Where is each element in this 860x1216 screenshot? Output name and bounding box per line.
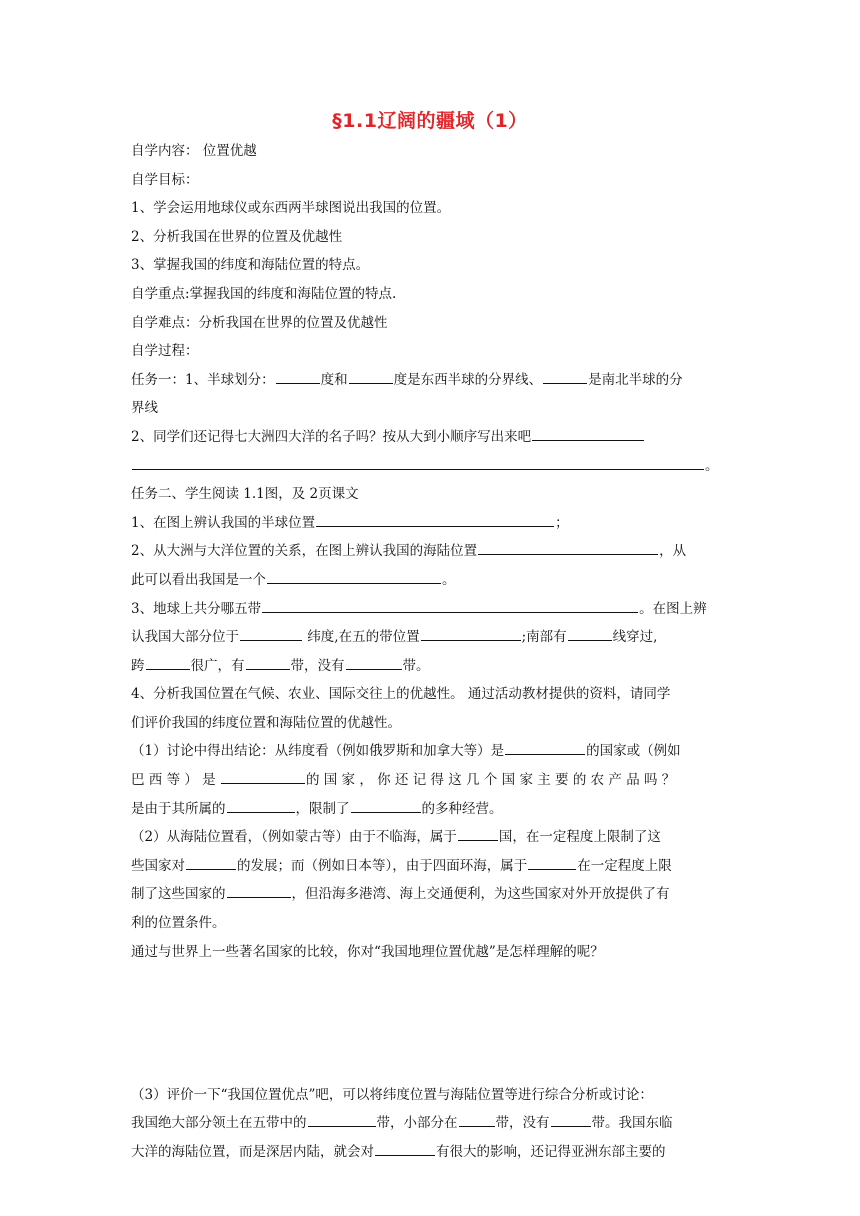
process-heading: 自学过程： [131, 343, 199, 360]
sub2 [131, 852, 731, 881]
sub1 [131, 737, 731, 766]
text: 。 [442, 571, 456, 588]
text: 很广，有 [190, 657, 245, 674]
answer-blank[interactable] [186, 852, 236, 870]
sub2 [131, 823, 731, 852]
task1-line [131, 366, 731, 395]
answer-blank[interactable] [458, 823, 498, 841]
sub1 [131, 766, 731, 795]
answer-space[interactable] [131, 1052, 731, 1081]
text: 我国绝大部分领土在五带中的 [131, 1115, 307, 1132]
answer-blank[interactable] [262, 595, 638, 613]
text: ，限制了 [295, 800, 350, 817]
text: 是南北半球的分 [588, 371, 683, 388]
text: ，但沿海多港湾、海上交通便利，为这些国家对外开放提供了有 [291, 886, 670, 903]
worksheet-body [131, 137, 731, 1166]
answer-blank[interactable] [375, 1138, 435, 1156]
answer-blank[interactable] [308, 1109, 376, 1127]
answer-blank[interactable] [132, 452, 704, 470]
difficult-point: 自学难点：分析我国在世界的位置及优越性 [131, 314, 388, 331]
goal-item: 1、学会运用地球仪或东西两半球图说出我国的位置。 [131, 200, 451, 217]
answer-blank[interactable] [532, 423, 644, 441]
task1-q2 [131, 423, 731, 452]
sub2 [131, 880, 731, 909]
text: 纬度,在五的带位置 [303, 629, 420, 646]
text: 的国家或（例如 [586, 743, 681, 760]
text: 1、在图上辨认我国的半球位置 [131, 514, 316, 531]
text: 国，在一定程度上限制了这 [498, 829, 661, 846]
goal-item: 2、分析我国在世界的位置及优越性 [131, 228, 343, 245]
text: 此可以看出我国是一个 [131, 571, 266, 588]
self-study-content: 自学内容： 位置优越 [131, 143, 257, 159]
task2-q3 [131, 623, 731, 652]
text: 的发展；而（例如日本等），由于四面环海，属于 [237, 857, 528, 874]
answer-space[interactable] [131, 995, 731, 1024]
task2-q2 [131, 566, 731, 595]
text: 跨 [131, 657, 145, 674]
goal-item: 3、掌握我国的纬度和海陆位置的特点。 [131, 257, 370, 274]
text: 。 [705, 457, 719, 474]
text: 线穿过, [612, 629, 658, 646]
text: 3、地球上共分哪五带 [131, 600, 262, 617]
answer-space[interactable] [131, 966, 731, 995]
text: 认我国大部分位于 [131, 629, 239, 646]
answer-blank[interactable] [349, 366, 393, 384]
answer-blank[interactable] [421, 623, 521, 641]
answer-blank[interactable] [346, 652, 402, 670]
answer-blank[interactable] [276, 366, 320, 384]
sub3 [131, 1109, 731, 1138]
text: 是由于其所属的 [131, 800, 226, 817]
text: （1）讨论中得出结论：从纬度看（例如俄罗斯和加拿大等）是 [131, 743, 505, 760]
task2-heading: 任务二、学生阅读 1.1图，及 2页课文 [131, 486, 359, 503]
text: 度和 [320, 371, 348, 388]
text: 。在图上辨 [639, 600, 707, 617]
task1-line: 界线 [131, 400, 158, 417]
answer-blank[interactable] [478, 537, 658, 555]
text: 在一定程度上限 [577, 857, 672, 874]
text: ;南部有 [521, 629, 567, 646]
text: 带。我国东临 [591, 1115, 673, 1132]
text: 任务一：1、半球划分： [131, 371, 275, 388]
text: 制了这些国家的 [131, 886, 226, 903]
goals-heading: 自学目标： [131, 171, 199, 188]
key-point: 自学重点:掌握我国的纬度和海陆位置的特点. [131, 285, 397, 302]
task2-q4: 们评价我国的纬度位置和海陆位置的优越性。 [131, 714, 401, 731]
answer-blank[interactable] [246, 652, 290, 670]
answer-space[interactable] [131, 1023, 731, 1052]
task1-q2-cont [131, 452, 731, 481]
answer-blank[interactable] [316, 509, 554, 527]
answer-blank[interactable] [551, 1109, 591, 1127]
answer-blank[interactable] [543, 366, 587, 384]
text: 些国家对 [131, 857, 185, 874]
answer-blank[interactable] [227, 795, 295, 813]
sub2: 利的位置条件。 [131, 915, 226, 932]
text: 大洋的海陆位置，而是深居内陆，就会对 [131, 1143, 374, 1160]
text: 带，小部分在 [376, 1115, 458, 1132]
sub3: （3）评价一下“我国位置优点”吧，可以将纬度位置与海陆位置等进行综合分析或讨论： [131, 1086, 653, 1103]
text: 带，没有 [495, 1115, 550, 1132]
sub3 [131, 1138, 731, 1167]
answer-blank[interactable] [505, 737, 585, 755]
text: 有很大的影响，还记得亚洲东部主要的 [436, 1143, 666, 1160]
task2-q3 [131, 595, 731, 624]
answer-blank[interactable] [221, 766, 305, 784]
answer-blank[interactable] [459, 1109, 495, 1127]
text: ； [555, 514, 569, 531]
task2-q1 [131, 509, 731, 538]
text: 巴 西 等 ） 是 [131, 772, 216, 789]
answer-blank[interactable] [528, 852, 576, 870]
answer-blank[interactable] [146, 652, 190, 670]
text: ，从 [659, 543, 687, 560]
answer-blank[interactable] [240, 623, 302, 641]
text: 度是东西半球的分界线、 [393, 371, 543, 388]
text: 带。 [402, 657, 430, 674]
text: （2）从海陆位置看，（例如蒙古等）由于不临海，属于 [131, 829, 457, 846]
task2-q3 [131, 652, 731, 681]
compare-question: 通过与世界上一些著名国家的比较，你对“我国地理位置优越”是怎样理解的呢？ [131, 943, 604, 960]
text: 带，没有 [290, 657, 345, 674]
task2-q4: 4、分析我国位置在气候、农业、国际交往上的优越性。 通过活动教材提供的资料，请同学 [131, 686, 671, 703]
page-title: §1.1辽阔的疆域（1） [332, 110, 528, 132]
answer-blank[interactable] [267, 566, 441, 584]
text: 2、从大洲与大洋位置的关系，在图上辨认我国的海陆位置 [131, 543, 478, 560]
task2-q2 [131, 537, 731, 566]
text: 2、同学们还记得七大洲四大洋的名子吗？按从大到小顺序写出来吧 [131, 428, 532, 445]
sub1 [131, 795, 731, 824]
text: 的 国 家 ， 你 还 记 得 这 几 个 国 家 主 要 的 农 产 品 吗 ？ [305, 772, 676, 789]
answer-blank[interactable] [568, 623, 612, 641]
answer-blank[interactable] [351, 795, 421, 813]
text: 的多种经营。 [421, 800, 503, 817]
answer-blank[interactable] [227, 880, 291, 898]
